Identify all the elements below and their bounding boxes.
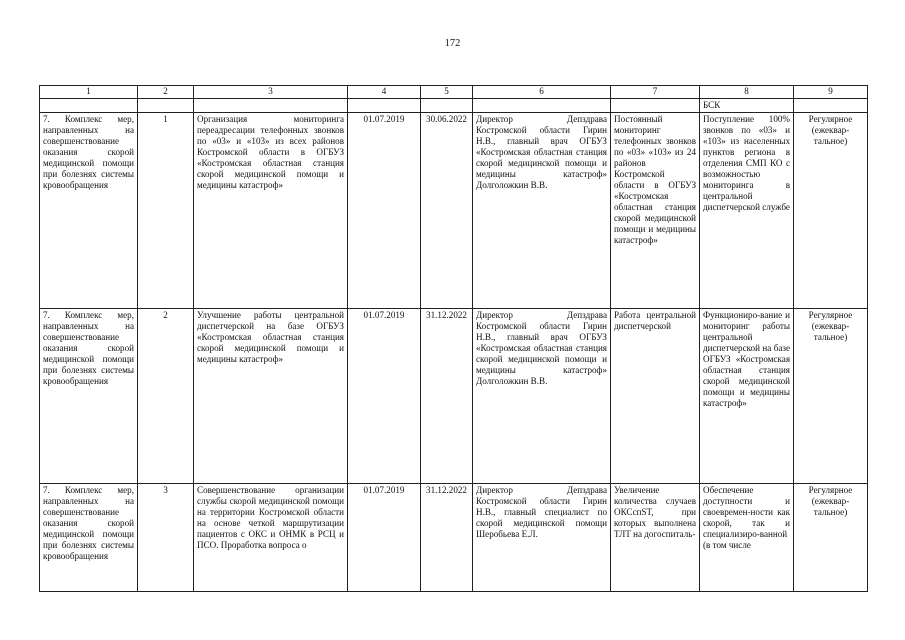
end-date-cell: 30.06.2022 [421,113,473,309]
activity-cell: Улучшение работы центральной диспетчерской на базе ОГБУЗ «Костромская областная станция скорой медицинской помощи и медицины катастроф» [194,309,348,484]
control-cell: Регулярное (ежеквар-тальное) [794,484,868,592]
cell [473,99,611,113]
cell [421,99,473,113]
cell [194,99,348,113]
column-header-6: 6 [473,86,611,99]
column-header-8: 8 [700,86,794,99]
start-date-cell: 01.07.2019 [348,309,421,484]
item-number-cell: 3 [138,484,194,592]
end-date-cell: 31.12.2022 [421,309,473,484]
cell [348,99,421,113]
column-header-9: 9 [794,86,868,99]
start-date-cell: 01.07.2019 [348,113,421,309]
control-cell: Регулярное (ежеквар-тальное) [794,309,868,484]
measure-group-cell: 7. Комплекс мер, направленных на совершенствование оказания скорой медицинской помощи при болезнях системы кровообращения [40,113,138,309]
indicator-cell: Обеспечение доступности и своевремен-ности как скорой, так и специализиро-ванной (в том числе [700,484,794,592]
responsible-cell: Директор Депздрава Костромской области Гирин Н.В., главный специалист по скорой медицинской помощи Шеробьева Е.Л. [473,484,611,592]
cell [40,99,138,113]
control-cell: Регулярное (ежеквар-тальное) [794,113,868,309]
result-cell: Постоянный мониторинг телефонных звонков по «03» «103» из 24 районов Костромской области в ОГБУЗ «Костромская областная станция скорой медицинской помощи и медицины катастроф» [611,113,700,309]
column-header-3: 3 [194,86,348,99]
page-number: 172 [444,38,461,49]
activity-cell: Совершенствование организации службы скорой медицинской помощи на территории Костромской области на основе четкой маршрутизации пациентов с ОКС и ОНМК в РСЦ и ПСО. Проработка вопроса о [194,484,348,592]
item-number-cell: 1 [138,113,194,309]
start-date-cell: 01.07.2019 [348,484,421,592]
column-header-7: 7 [611,86,700,99]
measure-group-cell: 7. Комплекс мер, направленных на совершенствование оказания скорой медицинской помощи при болезнях системы кровообращения [40,309,138,484]
column-number-row [40,86,868,99]
cell [611,99,700,113]
activity-cell: Организация мониторинга переадресации телефонных звонков по «03» и «103» из всех районов Костромской области в ОГБУЗ «Костромская областная станция скорой медицинской помощи и медицины катастроф» [194,113,348,309]
item-number-cell: 2 [138,309,194,484]
column-header-1: 1 [40,86,138,99]
cell [138,99,194,113]
responsible-cell: Директор Депздрава Костромской области Гирин Н.В., главный врач ОГБУЗ «Костромская областная станция скорой медицинской помощи и медицины катастроф» Долголожкин В.В. [473,113,611,309]
result-cell: Увеличение количества случаев ОКСспST, при которых выполнена ТЛТ на догоспиталь- [611,484,700,592]
measure-group-cell: 7. Комплекс мер, направленных на совершенствование оказания скорой медицинской помощи при болезнях системы кровообращения [40,484,138,592]
end-date-cell: 31.12.2022 [421,484,473,592]
result-cell: Работа центральной диспетчерской [611,309,700,484]
responsible-cell: Директор Депздрава Костромской области Гирин Н.В., главный врач ОГБУЗ «Костромская областная станция скорой медицинской помощи и медицины катастроф» Долголожкин В.В. [473,309,611,484]
table-row [40,113,868,309]
indicator-cell: Поступление 100% звонков по «03» и «103» из населенных пунктов региона в отделения СМП КО с возможностью мониторинга в центральной диспетчерской службе [700,113,794,309]
table-row [40,309,868,484]
cell [794,99,868,113]
column-header-2: 2 [138,86,194,99]
cell: БСК [700,99,794,113]
table-row [40,484,868,592]
continuation-row [40,99,868,113]
measures-table [39,85,868,592]
column-header-4: 4 [348,86,421,99]
column-header-5: 5 [421,86,473,99]
indicator-cell: Функциониро-вание и мониторинг работы центральной диспетчерской на базе ОГБУЗ «Костромская областная станция скорой медицинской помощи и медицины катастроф» [700,309,794,484]
